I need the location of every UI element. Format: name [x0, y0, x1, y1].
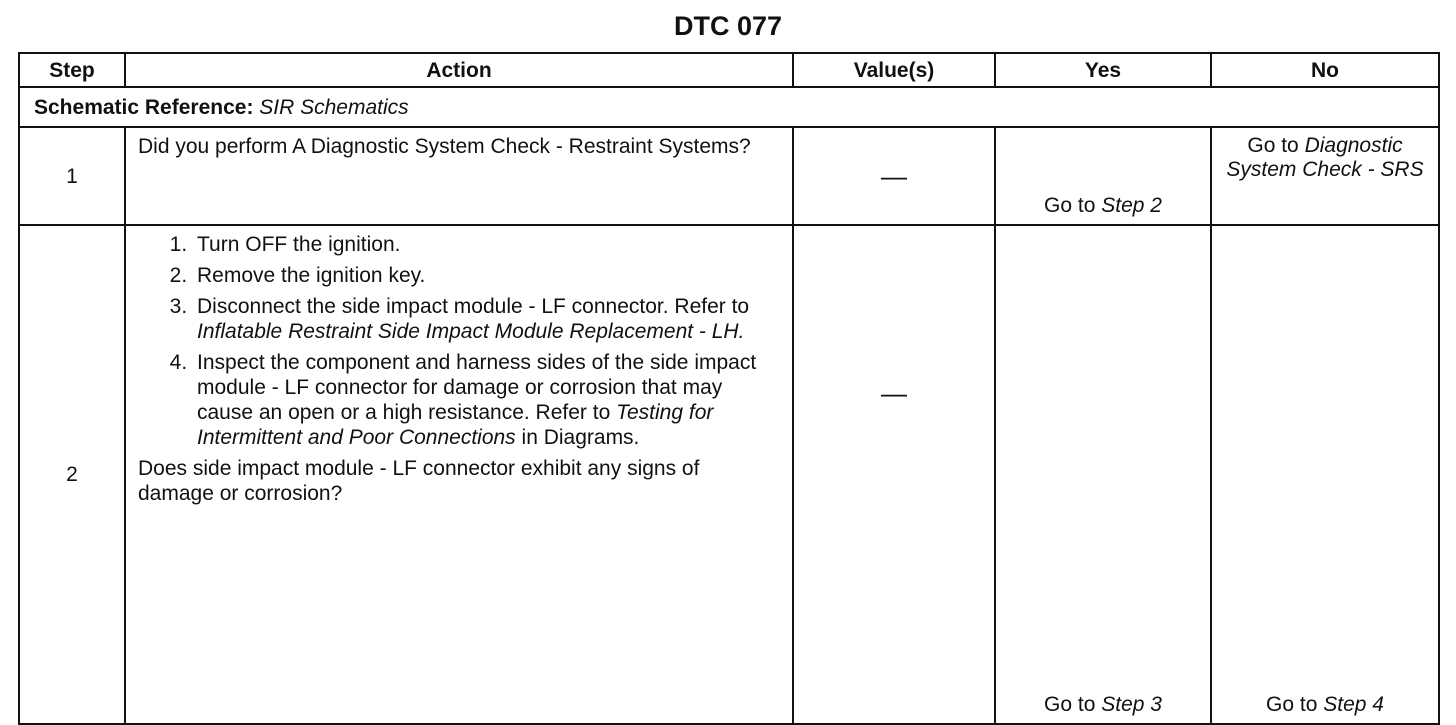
list-item: [193, 232, 780, 257]
table-row: [19, 127, 1439, 225]
header-row: [19, 53, 1439, 87]
question-text: Does side impact module - LF connector exhibit any signs of damage or corrosion?: [138, 457, 700, 505]
list-item: [193, 350, 780, 450]
yes-cell: [995, 127, 1211, 225]
list-item-text: Remove the ignition key.: [197, 264, 426, 287]
no-cell: [1211, 127, 1439, 225]
list-item-text: Inspect the component and harness sides of the side impact module - LF connector for damage or corrosion that may cause an open or a high resistance. Refer to: [197, 351, 757, 424]
step-number: 2: [19, 225, 125, 724]
header-action: Action: [125, 53, 793, 87]
yes-prefix: Go to: [1044, 194, 1102, 217]
schematic-link[interactable]: SIR Schematics: [259, 95, 409, 119]
action-cell: [125, 127, 793, 225]
list-item-text: Turn OFF the ignition.: [197, 233, 401, 256]
list-item-suffix: in Diagrams.: [515, 426, 640, 449]
reference-link[interactable]: Testing for Intermittent and Poor Connections: [197, 401, 714, 449]
yes-cell: [995, 225, 1211, 724]
action-steps-list: [138, 232, 780, 450]
no-prefix: Go to: [1266, 693, 1324, 716]
header-no: No: [1211, 53, 1439, 87]
step-number: 1: [19, 127, 125, 225]
action-text: Did you perform A Diagnostic System Check - Restraint Systems?: [138, 135, 751, 158]
yes-prefix: Go to: [1044, 693, 1102, 716]
value-cell: —: [793, 127, 995, 225]
header-step: Step: [19, 53, 125, 87]
diagnostic-table: [18, 52, 1440, 725]
list-item: [193, 263, 780, 288]
schematic-reference: [19, 87, 1439, 127]
header-values: Value(s): [793, 53, 995, 87]
no-link[interactable]: Step 4: [1323, 693, 1384, 716]
no-link[interactable]: Diagnostic System Check - SRS: [1226, 134, 1424, 181]
list-item: [193, 294, 780, 344]
header-yes: Yes: [995, 53, 1211, 87]
page-title: DTC 077: [673, 11, 783, 41]
reference-link[interactable]: Inflatable Restraint Side Impact Module Replacement - LH.: [197, 320, 745, 343]
no-prefix: Go to: [1247, 134, 1305, 157]
value-cell: —: [793, 225, 995, 724]
list-item-text: Disconnect the side impact module - LF connector. Refer to: [197, 295, 750, 318]
table-row: [19, 225, 1439, 724]
yes-link[interactable]: Step 2: [1101, 194, 1162, 217]
action-cell: [125, 225, 793, 724]
yes-link[interactable]: Step 3: [1101, 693, 1162, 716]
schematic-label: Schematic Reference:: [34, 95, 260, 119]
no-cell: [1211, 225, 1439, 724]
schematic-reference-row: [19, 87, 1439, 127]
